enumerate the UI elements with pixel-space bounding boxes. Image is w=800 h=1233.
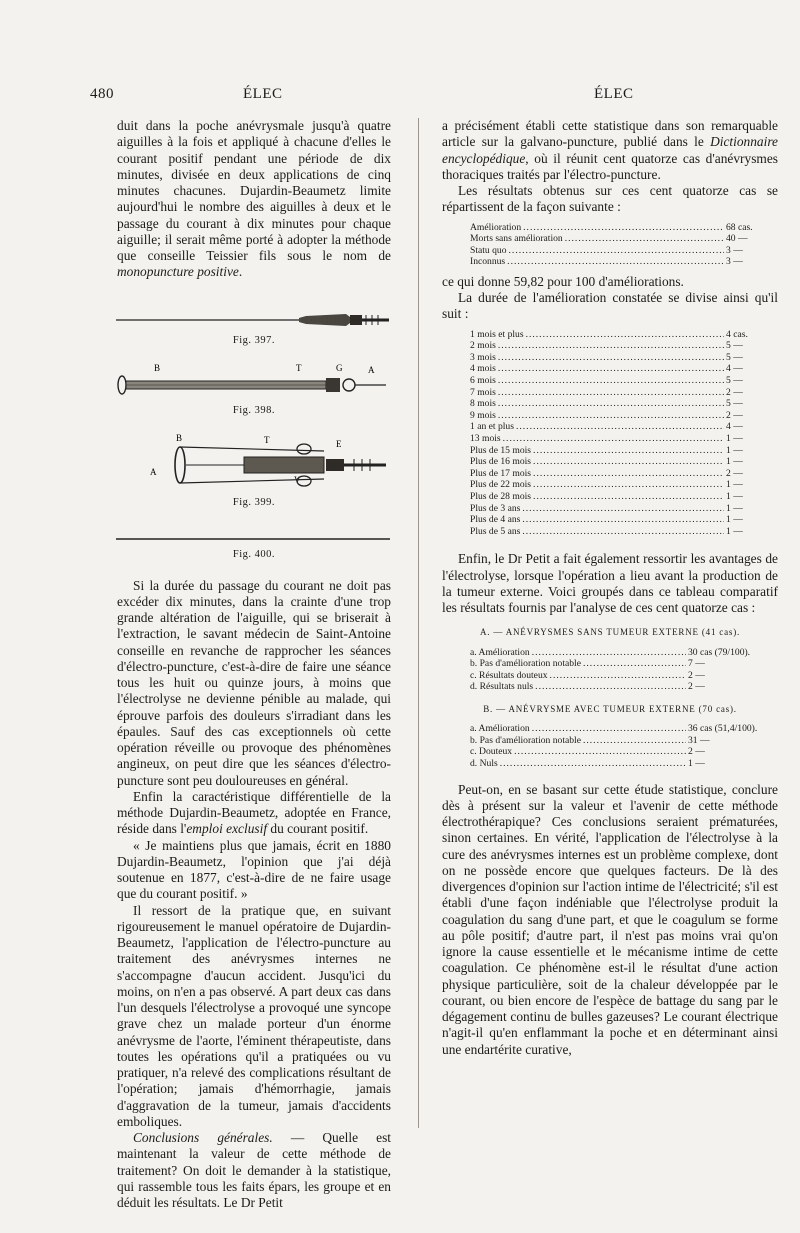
row-label: Inconnus [470,256,506,268]
duration-table [470,329,766,538]
row-label: 6 mois [470,375,496,386]
row-label: Plus de 3 ans [470,502,521,514]
dot-leader [500,758,686,770]
left-column [117,118,391,1211]
row-value: 4 cas. [726,328,748,340]
dot-leader [522,503,724,515]
figure-caption: Fig. 397. [232,334,276,346]
row-value: 2 — [726,467,743,479]
multi-needle-illustration [114,431,394,493]
table-title: B. — ANÉVRYSME AVEC TUMEUR EXTERNE (70 cas). [483,703,737,714]
row-value: 1 — [726,502,743,514]
text-span: Enfin la caractéristique différentielle de la méthode Dujardin-Beaumetz, adoptée en France, réside dans l' [117,788,391,837]
row-value: 1 — [726,432,743,444]
dot-leader [498,387,724,399]
dot-leader [565,233,724,245]
table-row [470,723,766,735]
row-value: 1 — [688,757,705,769]
italic-term: monopuncture positive [117,264,239,280]
table-row [470,340,766,352]
dot-leader [532,647,686,659]
table-row [470,658,766,670]
dot-leader [522,514,724,526]
row-value: 1 — [726,444,743,456]
row-value: 3 — [726,256,743,268]
row-value: 2 — [688,746,705,758]
row-label: Plus de 16 mois [470,456,532,468]
row-label: 2 mois [470,340,496,352]
table-row [470,387,766,399]
table-row [470,746,766,758]
text-span: du courant positif. [267,821,369,837]
row-value: 1 — [726,514,743,526]
row-label: Plus de 15 mois [470,444,532,456]
figure-397 [117,309,391,355]
figure-400 [117,533,391,577]
dot-leader [583,658,686,670]
table-row [470,670,766,682]
comparison-table-b [470,723,766,769]
row-value: 5 — [726,340,743,352]
row-label: b. Pas d'amélioration notable [470,734,581,746]
running-head-right: ÉLEC [594,86,634,102]
trocar-illustration [114,361,394,401]
row-value: 5 — [726,375,743,386]
dot-leader [533,468,724,480]
row-label: Plus de 4 ans [470,514,521,526]
right-column [442,118,778,1058]
table-row [470,503,766,515]
table-row [470,681,766,693]
table-row [470,352,766,364]
table-row [470,433,766,445]
table-row [470,398,766,410]
table-row [470,647,766,659]
row-label: Morts sans amélioration [470,233,563,245]
dot-leader [498,340,724,352]
table-row [470,468,766,480]
row-label: Plus de 5 ans [470,525,521,537]
dot-leader [522,526,724,538]
dot-leader [533,445,724,457]
row-label: d. Résultats nuls [470,681,534,693]
row-label: 9 mois [470,409,496,421]
row-value: 30 cas (79/100). [688,646,751,658]
table-row [470,222,766,234]
table-row [470,758,766,770]
italic-term: emploi exclusif [186,821,268,837]
row-value: 68 cas. [726,221,753,233]
comparison-table-a [470,647,766,693]
paragraph [442,118,778,183]
row-label: b. Pas d'amélioration notable [470,658,581,670]
row-value: 2 — [726,386,743,398]
running-head-left: ÉLEC [243,86,283,102]
row-value: 1 — [726,525,743,537]
dot-leader [498,410,724,422]
dot-leader [532,723,686,735]
row-value: 36 cas (51,4/100). [688,723,758,735]
results-table [470,222,766,268]
paragraph [117,789,391,838]
table-title: A. — ANÉVRYSMES SANS TUMEUR EXTERNE (41 cas). [479,627,741,638]
dot-leader [523,222,724,234]
dot-leader [503,433,724,445]
paragraph: Enfin, le Dr Petit a fait également ressortir les avantages de l'électrolyse, lorsque l'opération a lieu avant la production de la tumeur externe. Voici groupés dans ce tableau comparatif les résultats fournis par l'analyse de ces cent quatorze cas : [442,551,778,616]
text-span: , où il réunit cent quatorze cas d'anévrysmes thoraciques traités par l'électro-puncture. [442,150,778,182]
figure-label: G [336,362,343,373]
paragraph: Il ressort de la pratique que, en suivant rigoureusement le manuel opératoire de Dujardin-Beaumetz, l'application de l'électro-puncture au traitement des anévrysmes internes ne s'accompagne d'aucun accident. Jusqu'ici du moins, on n'en a pas observé. A part deux cas dans l'un desquels l'électrolyse a provoqué une syncope grave chez un malade porteur d'un énorme anévrysme de l'aorte, l'éminent thérapeutiste, dans toutes les opérations qu'il a pratiquées ou vu pratiquer, n'a relevé des complications résultant de l'opération; jamais d'hémorrhagie, jamais d'aggravation de la tumeur, jamais d'accidents emboliques. [117,902,391,1129]
italic-title: Dictionnaire encyclopédique [442,134,778,166]
paragraph: ce qui donne 59,82 pour 100 d'améliorations. [442,273,684,289]
table-row [470,479,766,491]
row-label: Plus de 17 mois [470,467,532,479]
row-value: 3 — [726,244,743,256]
figure-caption: Fig. 399. [232,497,276,508]
paragraph: Si la durée du passage du courant ne doit pas excéder dix minutes, dans la crainte d'une trop grande altération de l'aiguille, qui se briserait à l'extraction, le savant médecin de Saint-Antoine conseille en revanche de rapprocher les séances d'électro-puncture, c'est-à-dire de faire une séance tous les huit ou quinze jours, à moins que l'électrolyse ne devienne pénible au malade, qui éprouve parfois des douleurs s'irradiant dans les épaules. Sauf des cas exceptionnels où cette opération réveille ou provoque des phénomènes angineux, on peut dire que les séances d'électro-puncture sont peu douloureuses en général. [117,577,391,788]
row-value: 1 — [726,456,743,468]
column-divider [418,118,419,1128]
text-span: — Quelle est maintenant la valeur de cette méthode de traitement? On doit le demander à la statistique, qui rassemble tous les faits épars, les groupe et en déduit les résultats. Le Dr Petit [117,1130,391,1210]
row-value: 1 — [726,479,743,491]
figure-label: B [176,433,183,443]
dot-leader [498,375,724,387]
row-label: 4 mois [470,363,496,375]
row-value: 5 — [726,398,743,410]
row-label: Amélioration [470,221,522,233]
dot-leader [583,735,686,747]
row-label: 7 mois [470,386,496,398]
dot-leader [509,245,724,257]
row-value: 2 — [726,409,743,421]
row-label: c. Douteux [470,746,513,758]
row-value: 4 — [726,421,743,433]
figure-label: A [150,467,157,477]
table-row [470,329,766,341]
dot-leader [550,670,686,682]
table-row [470,514,766,526]
dot-leader [535,681,686,693]
row-label: 1 mois et plus [470,328,524,340]
italic-heading: Conclusions générales. [133,1130,273,1145]
table-row [470,363,766,375]
figure-label: E [336,439,342,449]
row-label: c. Résultats douteux [470,669,548,681]
needle-illustration [114,309,394,331]
row-label: 8 mois [470,398,496,410]
paragraph [117,118,391,281]
dot-leader [498,352,724,364]
row-value: 2 — [688,669,705,681]
row-label: a. Amélioration [470,723,530,735]
text-span: . [238,264,243,280]
text-span: a précisément établi cette statistique dans son remarquable article sur la galvano-puncture, publié dans le [442,118,778,150]
table-row [470,256,766,268]
quotation: « Je maintiens plus que jamais, écrit en 1880 Dujardin-Beaumetz, l'opinion que j'ai déjà soutenue en 1877, c'est-à-dire de ne faire usage que du courant positif. » [117,837,391,902]
table-row [470,233,766,245]
paragraph [117,1130,391,1211]
dot-leader [526,329,724,341]
table-row [470,456,766,468]
row-value: 5 — [726,351,743,363]
table-row [470,421,766,433]
dot-leader [498,363,724,375]
row-label: a. Amélioration [470,646,530,658]
dot-leader [533,491,724,503]
dot-leader [514,746,686,758]
paragraph: La durée de l'amélioration constatée se divise ainsi qu'il suit : [442,290,778,322]
table-row [470,735,766,747]
row-label: Plus de 28 mois [470,490,532,502]
row-label: 13 mois [470,432,501,444]
row-value: 7 — [688,658,705,670]
dot-leader [516,421,724,433]
paragraph: Peut-on, en se basant sur cette étude statistique, conclure dès à présent sur la valeur et l'avenir de cette méthode électrothérapique? Ces conclusions seraient prématurées, sinon certaines. En vérité, l'application de l'électrolyse à la cure des anévrysmes internes est un problème complexe, dont on ne possède encore que quelques facteurs. De là des divergences d'opinion sur l'action intime de l'électricité; s'il est établi d'une façon indéniable que l'électrolyse produit la coagulation du sang d'une part, et que le coagulum se forme au pôle positif; d'autre part, il n'est pas moins vrai qu'on ignore la cause essentielle et le mécanisme intime de cette coagulation. Ce phénomène est-il le résultat d'une action physique particulière, soit de la chaleur développée par le courant, ou bien encore de l'espèce de battage du sang par le dégagement continu de bulles gazeuses? Le courant électrique n'agit-il qu'en enflammant la poche et en déterminant ainsi une endartérite curative, [442,781,778,1057]
table-row [470,491,766,503]
table-row [470,526,766,538]
figure-398 [117,361,391,425]
row-value: 2 — [688,681,705,693]
table-row [470,375,766,387]
table-row [470,410,766,422]
dot-leader [533,479,724,491]
row-label: Statu quo [470,244,507,256]
figure-label: B [154,362,161,373]
table-row [470,445,766,457]
paragraph: Les résultats obtenus sur ces cent quatorze cas se répartissent de la façon suivante : [442,183,778,215]
row-label: d. Nuls [470,757,498,769]
fine-needle-illustration [114,533,394,545]
row-value: 4 — [726,363,743,375]
row-label: Plus de 22 mois [470,479,532,491]
text-span: duit dans la poche anévrysmale jusqu'à quatre aiguilles à la fois et appliqué à chacune d'elles le courant positif pendant une période de dix minutes, divisée en deux applications de cinq minutes chacunes. Dujardin-Beaumetz limite aujourd'hui le nombre des aiguilles à deux et le passage du courant à dix minutes pour chaque aiguille; il serait même porté à adopter la méthode que conseille Teissier fils sous le nom de [117,118,391,263]
row-label: 1 an et plus [470,421,514,433]
row-value: 40 — [726,233,748,245]
figure-label: A [368,364,375,375]
figure-399 [117,431,391,517]
dot-leader [507,256,724,268]
row-value: 31 — [688,734,710,746]
row-value: 1 — [726,490,743,502]
dot-leader [498,398,724,410]
page-number: 480 [90,86,114,102]
table-row [470,245,766,257]
dot-leader [533,456,724,468]
figure-caption: Fig. 398. [232,404,276,416]
row-label: 3 mois [470,351,496,363]
figure-caption: Fig. 400. [232,549,276,561]
figure-label: T [296,362,302,373]
figure-label: T [264,435,270,445]
